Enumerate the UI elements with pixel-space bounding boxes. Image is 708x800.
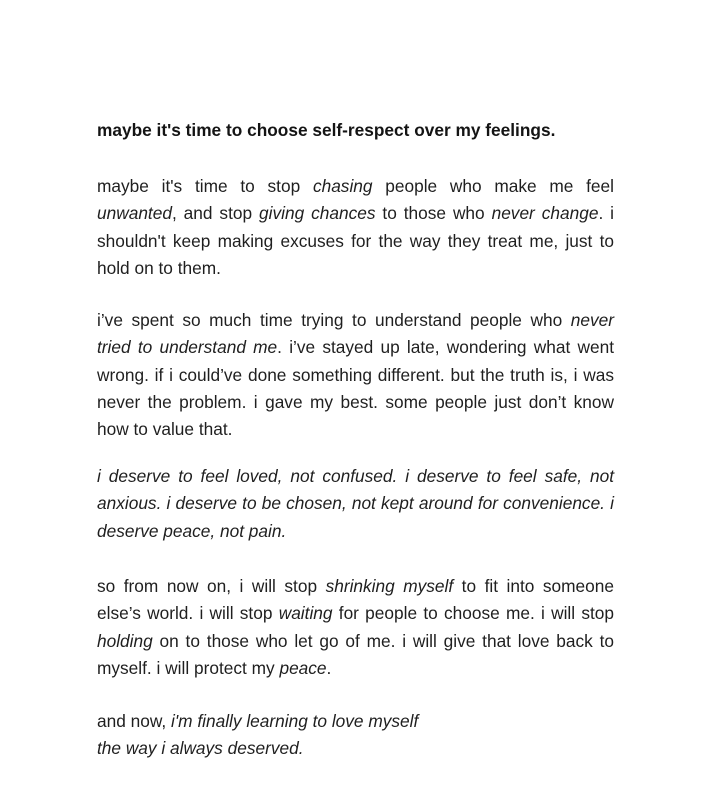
- text-run: . i shouldn't keep making excuses for the way they treat me, just to hold on to them.: [97, 203, 615, 278]
- text-run: to fit into someone else’s world. i will stop: [97, 576, 614, 624]
- italic-run: i'm finally learning to love myself: [171, 711, 419, 731]
- italic-run: never tried to understand me: [97, 310, 614, 358]
- text-run: to those who: [375, 203, 492, 224]
- italic-run: waiting: [278, 603, 333, 624]
- text-run: so from now on, i will stop: [97, 576, 326, 596]
- italic-run: shrinking myself: [325, 576, 454, 596]
- italic-run: chasing: [312, 176, 373, 196]
- text-run: people who make me feel: [372, 176, 614, 196]
- text-run: and now,: [97, 711, 171, 731]
- paragraph-stop-chasing: [97, 173, 614, 282]
- text-run: for people to choose me. i will stop: [332, 603, 615, 624]
- italic-run: never change: [491, 203, 599, 224]
- paragraph-understanding: [97, 307, 614, 443]
- text-run: on to those who let go of me. i will give that love back to myself. i will protect my: [97, 630, 614, 678]
- text-run: .: [326, 657, 332, 678]
- italic-run: peace: [279, 657, 327, 678]
- italic-run: the way i always deserved.: [97, 738, 304, 759]
- italic-run: unwanted: [97, 203, 172, 224]
- paragraph-from-now-on: [97, 573, 614, 682]
- paragraph-i-deserve: [97, 463, 614, 545]
- paragraph-closing: [97, 708, 614, 763]
- text-run: , and stop: [171, 203, 260, 224]
- text-run: maybe it's time to stop: [97, 176, 313, 196]
- italic-run: giving chances: [259, 203, 376, 224]
- text-run: i’ve spent so much time trying to understand people who: [97, 310, 571, 330]
- text-run: . i’ve stayed up late, wondering what went wrong. if i could’ve done something different. but the truth is, i was never the problem. i gave my best. some people just don’t know how to value that.: [97, 337, 614, 440]
- page-title: maybe it's time to choose self-respect over my feelings.: [97, 120, 556, 140]
- italic-run: holding: [97, 630, 153, 651]
- italic-run: i deserve to feel loved, not confused. i deserve to feel safe, not anxious. i deserve to be chosen, not kept around for convenience. i deserve peace, not pain.: [97, 466, 614, 541]
